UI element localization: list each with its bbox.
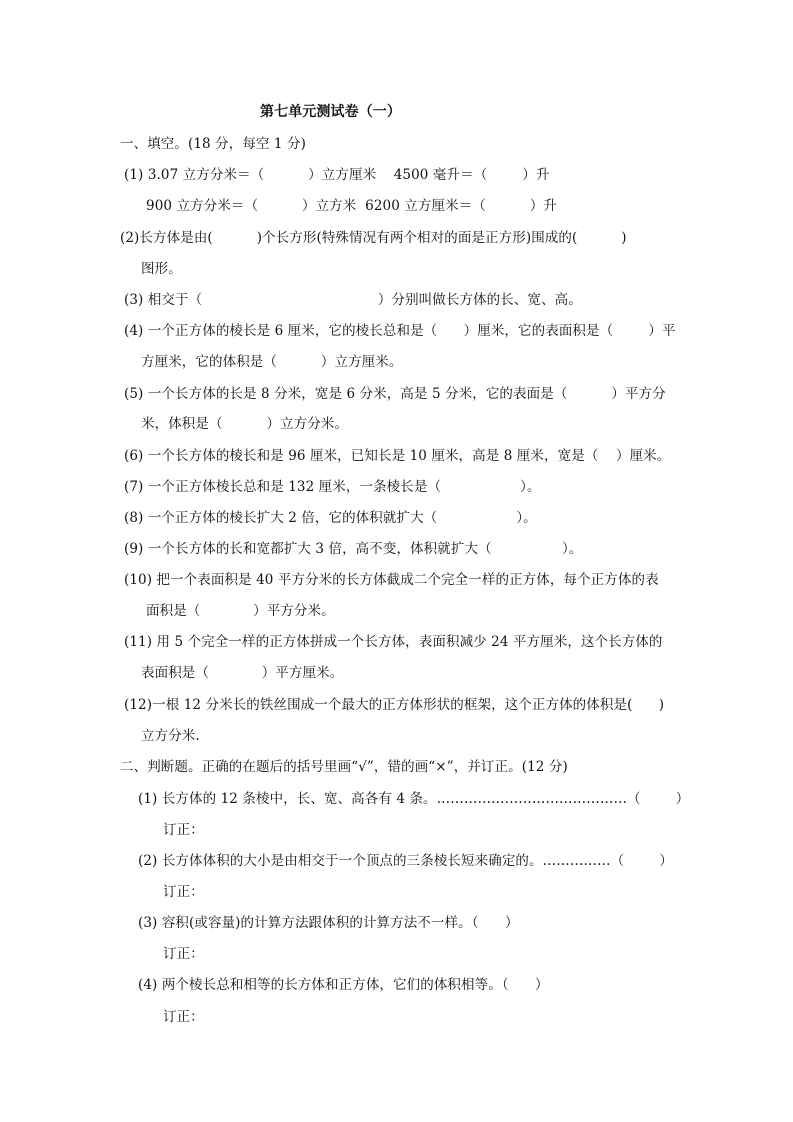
question-line: 图形。: [141, 261, 182, 277]
correction-label: 订正：: [163, 946, 204, 962]
page-title: 第七单元测试卷（一）: [260, 104, 401, 120]
question-line: (2)长方体是由( )个长方形(特殊情况有两个相对的面是正方形)围成的( ): [120, 230, 627, 246]
judgment-line: (3) 容积(或容量)的计算方法跟体积的计算方法不一样。（ ）: [138, 915, 519, 931]
section-2-heading: 二、判断题。正确的在题后的括号里画“√”，错的画“×”，并订正。(12 分): [120, 759, 568, 775]
question-line: (7) 一个正方体棱长总和是 132 厘米，一条棱长是（ ）。: [124, 479, 541, 495]
question-line: 方厘米，它的体积是（ ）立方厘米。: [141, 354, 403, 370]
question-line: (3) 相交于（ ）分别叫做长方体的长、宽、高。: [124, 292, 582, 308]
correction-label: 订正：: [163, 822, 204, 838]
question-line: (12)一根 12 分米长的铁丝围成一个最大的正方体形状的框架，这个正方体的体积是( ): [124, 697, 665, 713]
question-line: (10) 把一个表面积是 40 平方分米的长方体截成二个完全一样的正方体，每个正方体的表: [124, 572, 659, 588]
question-line: 米，体积是（ ）立方分米。: [141, 416, 349, 432]
question-line: (4) 一个正方体的棱长是 6 厘米，它的棱长总和是（ ）厘米，它的表面积是（ ）平: [124, 323, 676, 339]
correction-label: 订正：: [163, 1009, 204, 1025]
question-line: (9) 一个长方体的长和宽都扩大 3 倍，高不变，体积就扩大（ ）。: [124, 541, 583, 557]
question-line: (11) 用 5 个完全一样的正方体拼成一个长方体，表面积减少 24 平方厘米，这个长方体的: [124, 634, 663, 650]
question-line: 表面积是（ ）平方厘米。: [141, 665, 344, 681]
correction-label: 订正：: [163, 884, 204, 900]
judgment-line: (2) 长方体体积的大小是由相交于一个顶点的三条棱长短来确定的。……………（ ）: [138, 853, 673, 869]
question-line: (5) 一个长方体的长是 8 分米，宽是 6 分米，高是 5 分米，它的表面是（ ）平方分: [124, 386, 666, 402]
question-line: (8) 一个正方体的棱长扩大 2 倍，它的体积就扩大（ ）。: [124, 510, 537, 526]
judgment-line: (1) 长方体的 12 条棱中，长、宽、高各有 4 条。……………………………………（ ）: [138, 791, 690, 807]
question-line: (6) 一个长方体的棱长和是 96 厘米，已知长是 10 厘米，高是 8 厘米，宽是（ ）厘米。: [124, 448, 671, 464]
section-1-heading: 一、填空。(18 分，每空 1 分): [120, 136, 306, 152]
question-line: 900 立方分米＝（ ）立方米 6200 立方厘米＝（ ）升: [146, 198, 558, 214]
question-line: 立方分米.: [141, 728, 200, 744]
judgment-line: (4) 两个棱长总和相等的长方体和正方体，它们的体积相等。（ ）: [138, 977, 549, 993]
question-line: 面积是（ ）平方分米。: [146, 603, 335, 619]
question-line: (1) 3.07 立方分米＝（ ）立方厘米 4500 毫升＝（ ）升: [124, 167, 550, 183]
